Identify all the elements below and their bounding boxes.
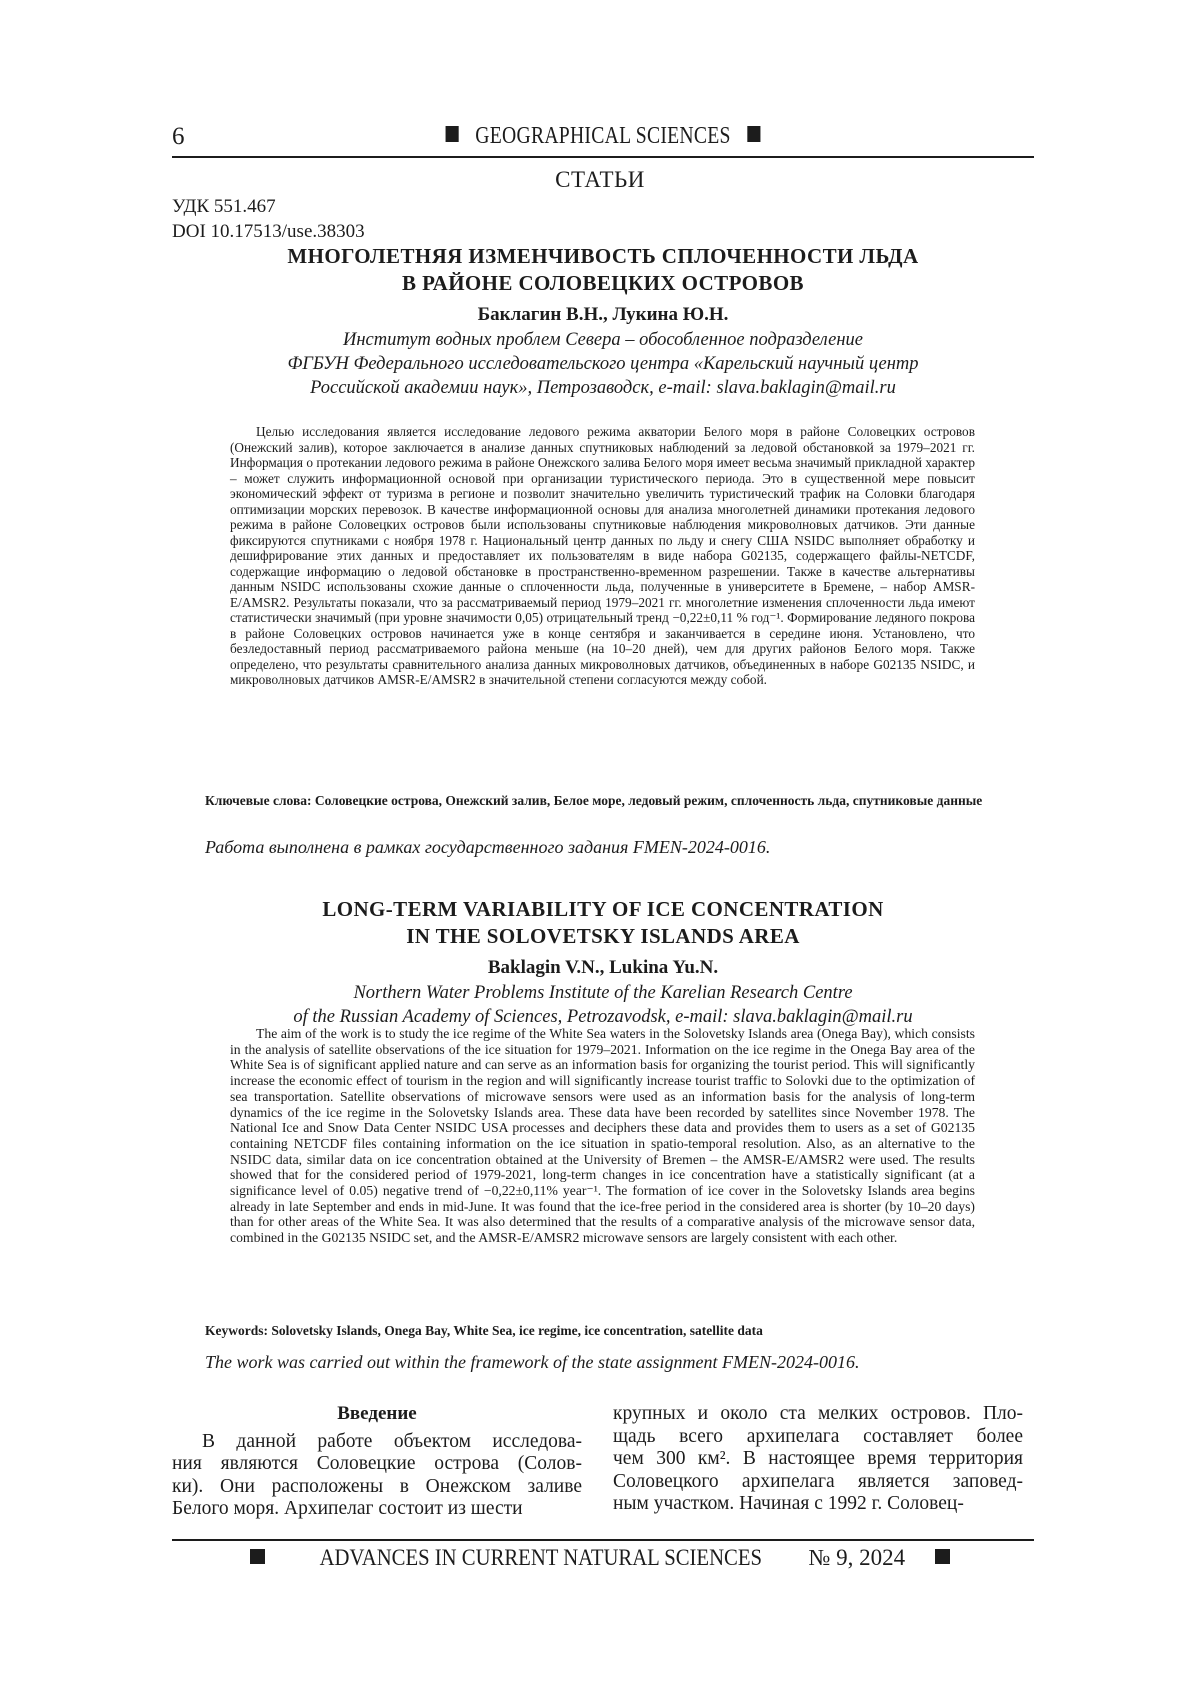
footer-issue: № 9, 2024 [808,1545,905,1570]
russian-title [172,243,1034,297]
journal-page [0,0,1200,1697]
running-footer [0,1545,1200,1571]
text-line: ки). Они расположены в Онежском заливе [172,1476,582,1499]
introduction-text-continued [613,1403,1023,1516]
text-line: щадь всего архипелага составляет более [613,1426,1023,1449]
doi: DOI 10.17513/use.38303 [172,219,365,244]
english-title-line: IN THE SOLOVETSKY ISLANDS AREA [172,923,1034,950]
footer-divider [172,1539,1034,1541]
udc-code: УДК 551.467 [172,194,365,219]
text-line: крупных и около ста мелких островов. Пло- [613,1403,1023,1426]
text-line: чем 300 км². В настоящее время территория [613,1448,1023,1471]
text-line: Соловецкого архипелага является заповед- [613,1471,1023,1494]
page-number: 6 [172,123,185,151]
journal-section-header [250,123,957,150]
text-line: ния являются Соловецкие острова (Солов- [172,1453,582,1476]
russian-funding-note: Работа выполнена в рамках государственного задания FMEN-2024-0016. [205,837,770,858]
square-bullet-icon [446,126,459,142]
square-bullet-icon [250,1549,265,1564]
affiliation-line: of the Russian Academy of Sciences, Petrozavodsk, e-mail: slava.baklagin@mail.ru [172,1005,1034,1029]
affiliation-line: Northern Water Problems Institute of the Karelian Research Centre [172,981,1034,1005]
english-title [172,896,1034,950]
english-keywords [205,1323,975,1339]
header-divider [172,156,1034,158]
affiliation-line: Институт водных проблем Севера – обособленное подразделение [172,328,1034,352]
keywords-label: Keywords: [205,1323,268,1338]
text-line: ным участком. Начиная с 1992 г. Соловец- [613,1493,1023,1516]
section-label: СТАТЬИ [0,167,1200,193]
keywords-text: Соловецкие острова, Онежский залив, Белое море, ледовый режим, сплоченность льда, спутниковые данные [315,793,982,808]
running-header [172,119,1034,155]
keywords-text: Solovetsky Islands, Onega Bay, White Sea, ice regime, ice concentration, satellite data [271,1323,762,1338]
russian-affiliation [172,328,1034,400]
english-abstract: The aim of the work is to study the ice regime of the White Sea waters in the Solovetsky Islands area (Onega Bay), which consists in the analysis of satellite observations of the ice situation for 1979–2021. Information on the ice regime in the Onega Bay area of the White Sea is of significant applied nature and can serve as an information basis for organizing the tourist period. This will significantly increase the economic effect of tourism in the region and will significantly increase tourist traffic to Solovki due to the optimization of sea transportation. Satellite observations of microwave sensors were used as an information basis for the analysis of long-term dynamics of the ice regime in the Solovetsky Islands area. These data have been recorded by satellites since November 1978. The National Ice and Snow Data Center NSIDC USA processes and deciphers these data and provides them to users as a set of G02135 containing NETCDF files containing information on the ice situation in spatio-temporal resolution. Also, as an alternative to the NSIDC data, similar data on ice concentration obtained at the University of Bremen – the AMSR-E/AMSR2 were used. The results showed that for the considered period of 1979-2021, long-term changes in ice concentration have a statistically significant (at a significance level of 0.05) negative trend of −0,22±0,11% year⁻¹. The formation of ice cover in the Solovetsky Islands area begins already in late September and ends in mid-June. It was found that the ice-free period in the considered area is shorter (by 10–20 days) than for other areas of the White Sea. It was also determined that the results of a comparative analysis of the microwave sensor data, combined in the G02135 NSIDC set, and the AMSR-E/AMSR2 microwave sensors are largely consistent with each other. [230,1026,975,1246]
introduction-heading: Введение [172,1403,582,1426]
russian-authors: Баклагин В.Н., Лукина Ю.Н. [172,303,1034,327]
english-authors: Baklagin V.N., Lukina Yu.N. [172,956,1034,980]
square-bullet-icon [747,126,760,142]
keywords-label: Ключевые слова: [205,793,311,808]
affiliation-line: Российской академии наук», Петрозаводск, e-mail: slava.baklagin@mail.ru [172,376,1034,400]
russian-title-line: В РАЙОНЕ СОЛОВЕЦКИХ ОСТРОВОВ [172,270,1034,297]
text-line: В данной работе объектом исследова- [172,1431,582,1454]
english-affiliation [172,981,1034,1029]
affiliation-line: ФГБУН Федерального исследовательского центра «Карельский научный центр [172,352,1034,376]
square-bullet-icon [935,1549,950,1564]
english-title-block [172,896,1034,1029]
text-line: Белого моря. Архипелаг состоит из шести [172,1498,582,1521]
footer-journal-title: ADVANCES IN CURRENT NATURAL SCIENCES [319,1545,761,1571]
russian-keywords [205,793,1107,809]
introduction-text [172,1431,582,1521]
journal-section-title: GEOGRAPHICAL SCIENCES [475,123,730,149]
english-funding-note: The work was carried out within the framework of the state assignment FMEN-2024-0016. [205,1352,859,1373]
russian-title-line: МНОГОЛЕТНЯЯ ИЗМЕНЧИВОСТЬ СПЛОЧЕННОСТИ ЛЬДА [172,243,1034,270]
body-column-right [613,1403,1023,1516]
russian-abstract: Целью исследования является исследование ледового режима акватории Белого моря в районе Соловецких островов (Онежский залив), которое заключается в анализе данных спутниковых наблюдений за ледовой обстановкой за 1979–2021 гг. Информация о протекании ледового режима в районе Онежского залива Белого моря имеет весьма значимый прикладной характер – может служить информационной основой при организации туристического периода. Это в существенной мере повысит экономический эффект от туризма в регионе и позволит значительно увеличить туристический трафик на Соловки благодаря оптимизации морских перевозок. В качестве информационной основы для анализа многолетней динамики протекания ледового режима в районе Соловецких островов были использованы спутниковые наблюдения микроволновых датчиков. Эти данные фиксируются спутниками с ноября 1978 г. Национальный центр данных по льду и снегу США NSIDC выполняет обработку и дешифрирование этих данных и предоставляет их пользователям в виде набора G02135, содержащего файлы-NETCDF, содержащие информацию о ледовой обстановке в пространственно-временном разрешении. Также в качестве альтернативы данным NSIDC использованы схожие данные о сплоченности льда, полученные в университете в Бремене, – набор AMSR-E/AMSR2. Результаты показали, что за рассматриваемый период 1979–2021 гг. многолетние изменения сплоченности льда имеют статистически значимый (при уровне значимости 0,05) отрицательный тренд −0,22±0,11 % год⁻¹. Формирование ледяного покрова в районе Соловецких островов начинается уже в конце сентября и заканчивается в середине июня. Установлено, что безледоставный период рассматриваемого района меньше (на 10–20 дней), чем для других районов Белого моря. Также определено, что результаты сравнительного анализа данных микроволновых датчиков, объединенных в наборе G02135 NSIDC, и микроволновых датчиков AMSR-E/AMSR2 в значительной степени согласуются между собой. [230,424,975,688]
article-identifiers [172,194,365,244]
english-title-line: LONG-TERM VARIABILITY OF ICE CONCENTRATION [172,896,1034,923]
russian-title-block [172,243,1034,400]
body-column-left [172,1403,582,1521]
